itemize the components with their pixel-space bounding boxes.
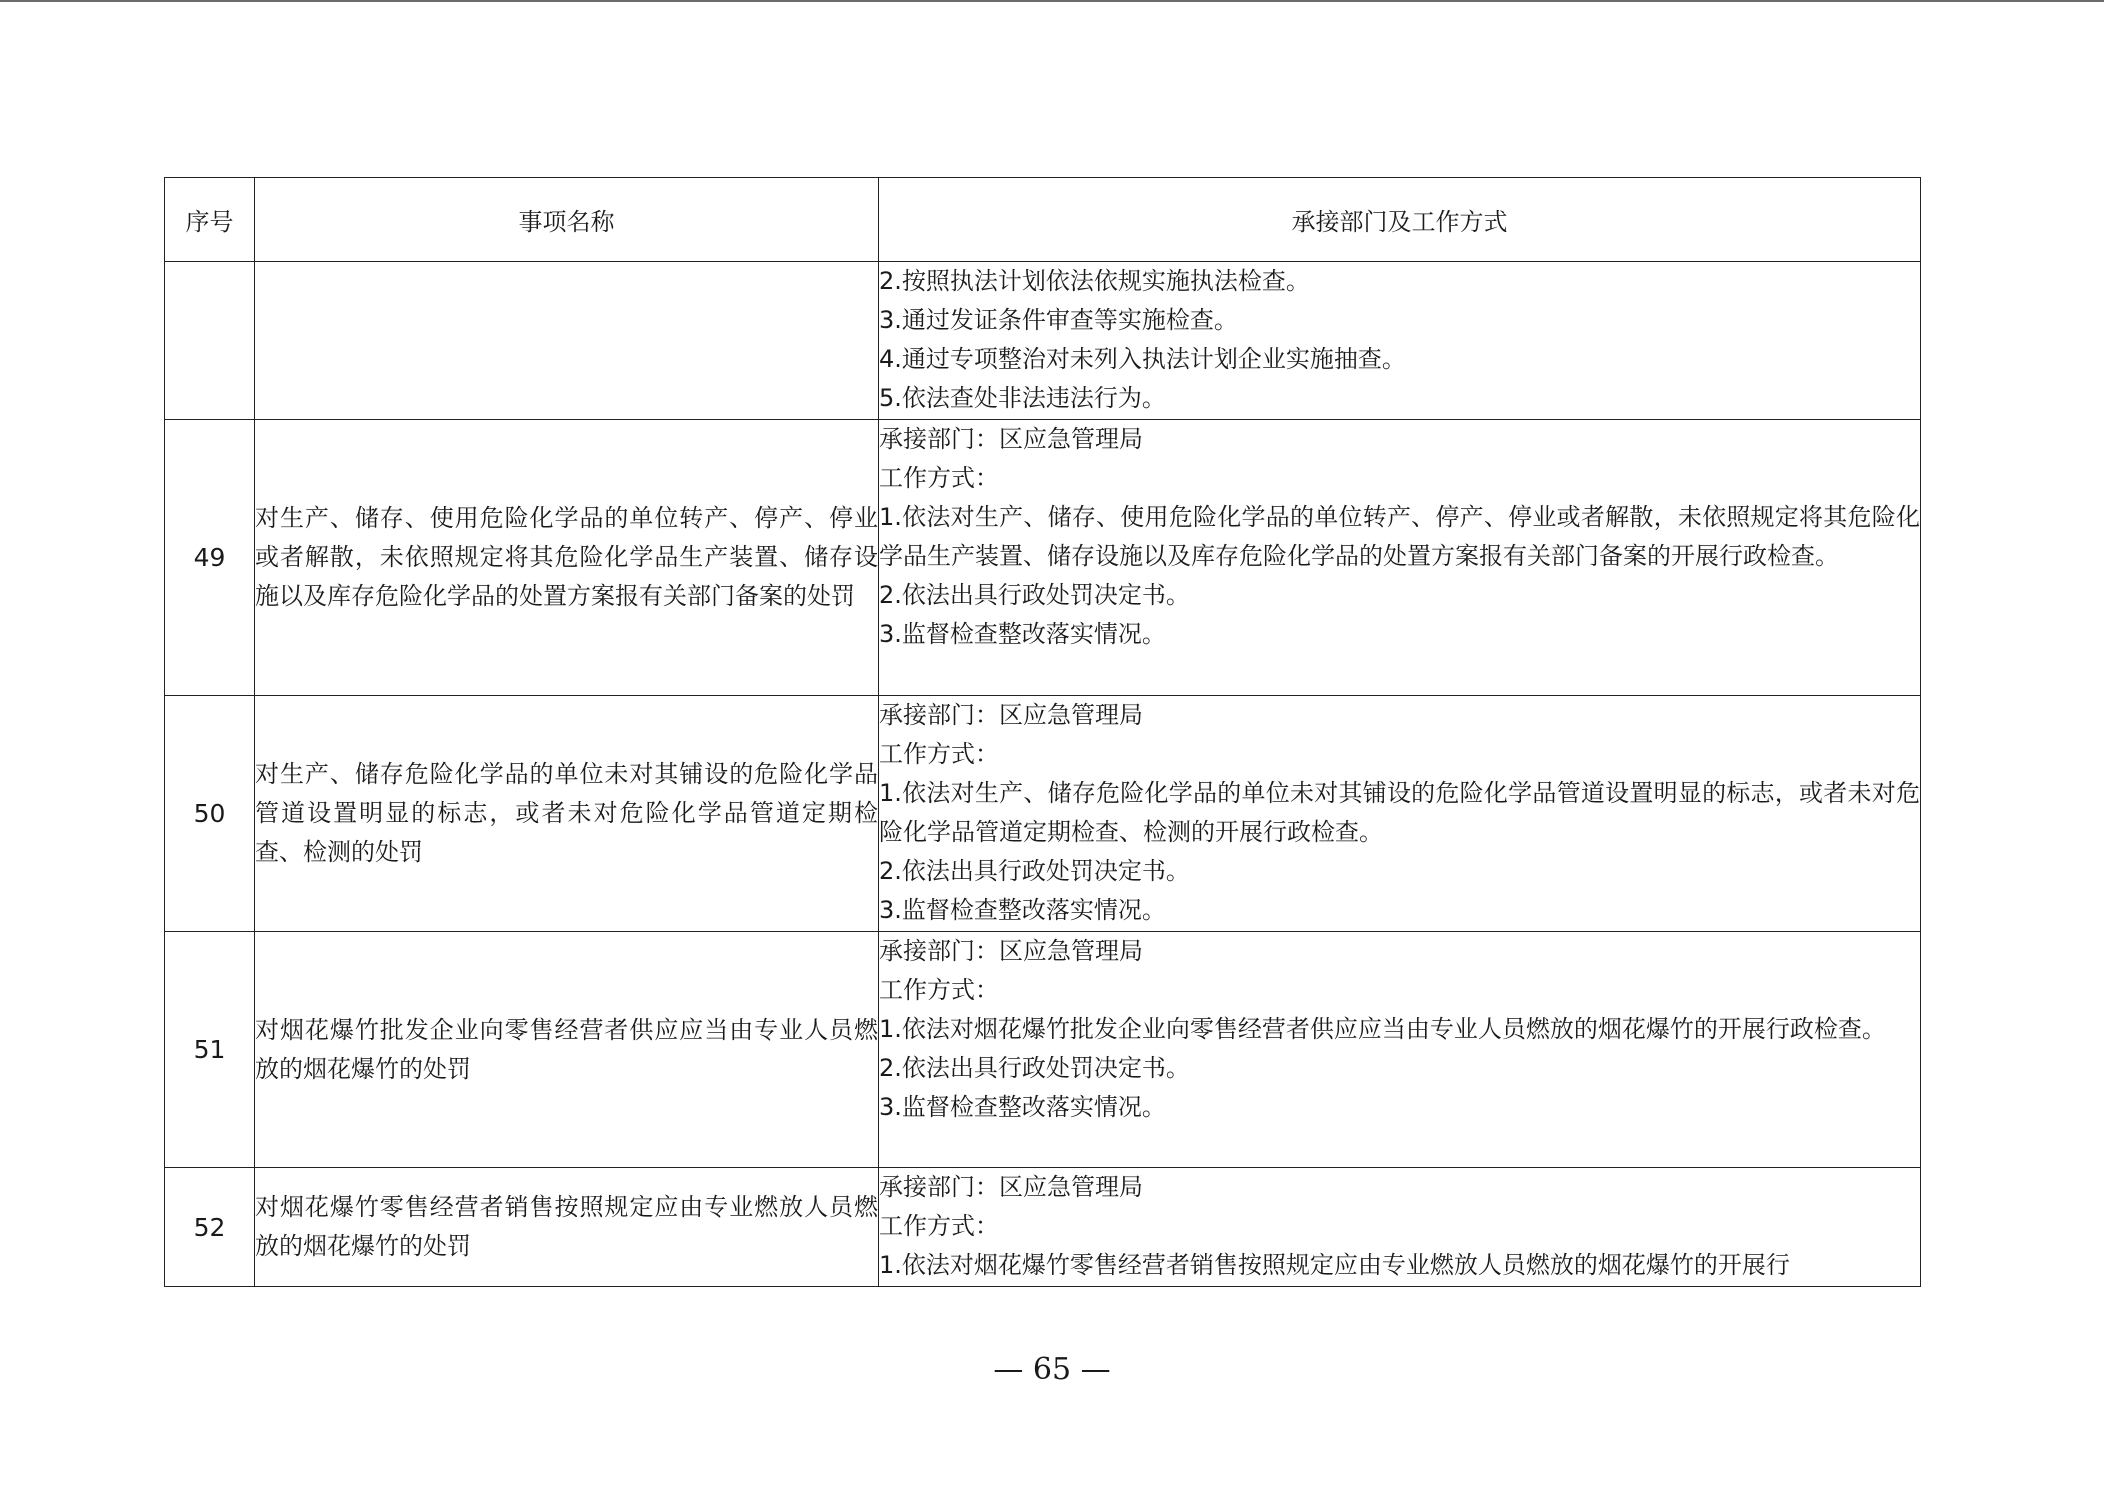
table-row bbox=[165, 1168, 1921, 1287]
dept-line: 承接部门：区应急管理局 bbox=[879, 1173, 1143, 1201]
row-seq bbox=[165, 262, 255, 420]
header-name: 事项名称 bbox=[255, 178, 879, 262]
table-header-row bbox=[165, 178, 1921, 262]
row-dept bbox=[879, 696, 1921, 932]
row-name: 对烟花爆竹零售经营者销售按照规定应由专业燃放人员燃放的烟花爆竹的处罚 bbox=[255, 1168, 879, 1287]
dept-line: 4.通过专项整治对未列入执法计划企业实施抽查。 bbox=[879, 345, 1406, 373]
dept-line: 2.依法出具行政处罚决定书。 bbox=[879, 857, 1190, 885]
row-seq: 50 bbox=[165, 696, 255, 932]
row-dept bbox=[879, 932, 1921, 1168]
row-seq: 52 bbox=[165, 1168, 255, 1287]
row-dept bbox=[879, 420, 1921, 696]
dept-line: 5.依法查处非法违法行为。 bbox=[879, 384, 1166, 412]
header-dept: 承接部门及工作方式 bbox=[879, 178, 1921, 262]
dept-line: 3.监督检查整改落实情况。 bbox=[879, 620, 1166, 648]
dept-line: 3.监督检查整改落实情况。 bbox=[879, 1093, 1166, 1121]
row-dept bbox=[879, 262, 1921, 420]
row-dept bbox=[879, 1168, 1921, 1287]
page-number: — 65 — bbox=[993, 1352, 1111, 1387]
table-row bbox=[165, 696, 1921, 932]
dept-line: 1.依法对烟花爆竹批发企业向零售经营者供应应当由专业人员燃放的烟花爆竹的开展行政检查。 bbox=[879, 1015, 1886, 1043]
table-row bbox=[165, 932, 1921, 1168]
dept-line: 工作方式： bbox=[879, 976, 999, 1004]
row-name: 对生产、储存、使用危险化学品的单位转产、停产、停业或者解散，未依照规定将其危险化学品生产装置、储存设施以及库存危险化学品的处置方案报有关部门备案的处罚 bbox=[255, 420, 879, 696]
dept-line: 2.按照执法计划依法依规实施执法检查。 bbox=[879, 267, 1310, 295]
row-name: 对烟花爆竹批发企业向零售经营者供应应当由专业人员燃放的烟花爆竹的处罚 bbox=[255, 932, 879, 1168]
dept-line: 1.依法对生产、储存危险化学品的单位未对其铺设的危险化学品管道设置明显的标志，或者未对危险化学品管道定期检查、检测的开展行政检查。 bbox=[879, 779, 1920, 846]
row-seq: 49 bbox=[165, 420, 255, 696]
dept-line: 2.依法出具行政处罚决定书。 bbox=[879, 1054, 1190, 1082]
dept-line: 工作方式： bbox=[879, 1212, 999, 1240]
row-seq: 51 bbox=[165, 932, 255, 1168]
header-seq: 序号 bbox=[165, 178, 255, 262]
dept-line: 1.依法对烟花爆竹零售经营者销售按照规定应由专业燃放人员燃放的烟花爆竹的开展行 bbox=[879, 1251, 1790, 1279]
dept-line: 2.依法出具行政处罚决定书。 bbox=[879, 581, 1190, 609]
dept-line: 工作方式： bbox=[879, 464, 999, 492]
dept-line: 承接部门：区应急管理局 bbox=[879, 701, 1143, 729]
dept-line: 3.监督检查整改落实情况。 bbox=[879, 896, 1166, 924]
dept-line: 工作方式： bbox=[879, 740, 999, 768]
dept-line: 1.依法对生产、储存、使用危险化学品的单位转产、停产、停业或者解散，未依照规定将其危险化学品生产装置、储存设施以及库存危险化学品的处置方案报有关部门备案的开展行政检查。 bbox=[879, 503, 1920, 570]
dept-line: 3.通过发证条件审查等实施检查。 bbox=[879, 306, 1238, 334]
dept-line: 承接部门：区应急管理局 bbox=[879, 425, 1143, 453]
dept-line: 承接部门：区应急管理局 bbox=[879, 937, 1143, 965]
matters-table bbox=[164, 177, 1921, 1287]
row-name: 对生产、储存危险化学品的单位未对其铺设的危险化学品管道设置明显的标志，或者未对危险化学品管道定期检查、检测的处罚 bbox=[255, 696, 879, 932]
row-name bbox=[255, 262, 879, 420]
table-row bbox=[165, 420, 1921, 696]
table-row bbox=[165, 262, 1921, 420]
top-border-line bbox=[0, 0, 2104, 2]
